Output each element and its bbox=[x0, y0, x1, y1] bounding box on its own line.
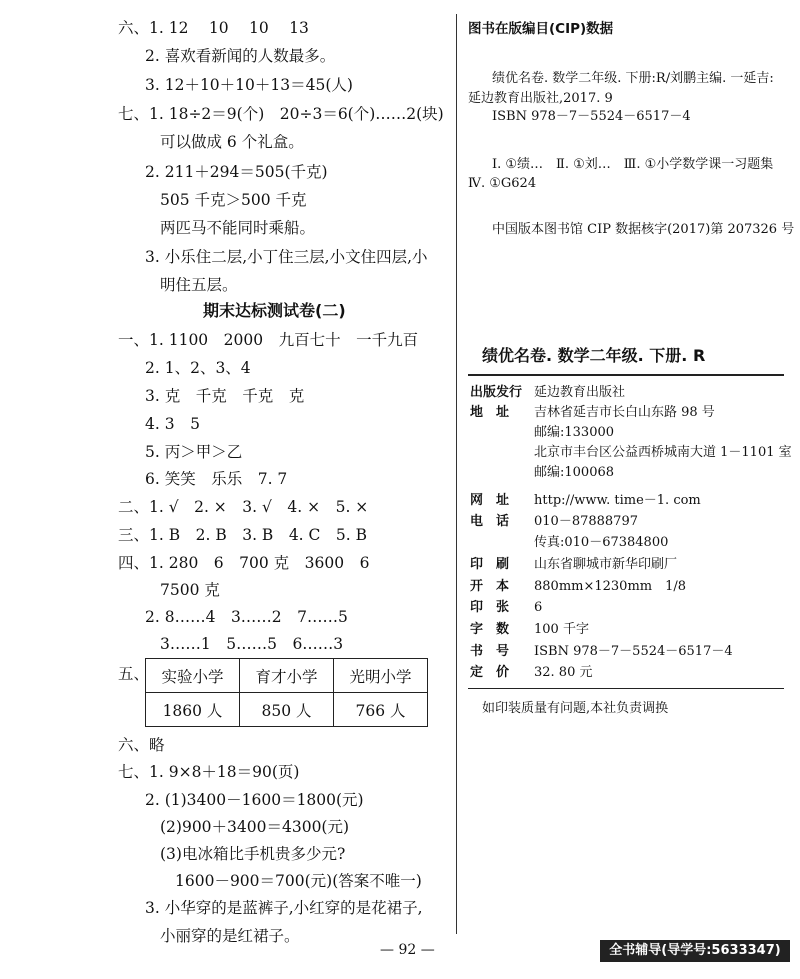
info-row: 北京市丰台区公益西桥城南大道 1－1101 室 bbox=[534, 445, 792, 460]
info-label: 印 张 bbox=[470, 600, 510, 615]
answer-line: (3)电冰箱比手机贵多少元? bbox=[160, 845, 346, 863]
answer-line: 2. 211＋294＝505(千克) bbox=[145, 163, 328, 181]
answer-line: 3……1 5……5 6……3 bbox=[160, 635, 344, 653]
info-row bbox=[470, 643, 733, 661]
info-row bbox=[470, 621, 589, 639]
answer-line: 六、略 bbox=[118, 736, 165, 754]
table-header: 光明小学 bbox=[334, 659, 428, 693]
cip-title: 图书在版编目(CIP)数据 bbox=[468, 21, 614, 37]
answer-line: 1600－900＝700(元)(答案不唯一) bbox=[175, 872, 422, 890]
info-label: 网 址 bbox=[470, 493, 510, 508]
answer-line: 3. 小华穿的是蓝裤子,小红穿的是花裙子, bbox=[145, 899, 423, 917]
answer-line: 七、1. 18÷2＝9(个) 20÷3＝6(个)……2(块) bbox=[118, 105, 444, 123]
info-value: 880mm×1230mm 1/8 bbox=[534, 579, 687, 594]
cip-line: ISBN 978－7－5524－6517－4 bbox=[492, 109, 691, 124]
answer-line: 4. 3 5 bbox=[145, 415, 200, 433]
answer-line: 5. 丙＞甲＞乙 bbox=[145, 443, 243, 461]
page-number: — 92 — bbox=[380, 942, 435, 958]
info-value: 山东省聊城市新华印刷厂 bbox=[534, 557, 678, 572]
answer-line: 明住五层。 bbox=[160, 276, 238, 294]
section-title: 期末达标测试卷(二) bbox=[203, 301, 346, 320]
info-value: http://www. time－1. com bbox=[534, 493, 701, 508]
column-divider bbox=[456, 14, 457, 934]
answer-line: 小丽穿的是红裙子。 bbox=[160, 927, 300, 945]
table-cell: 766 人 bbox=[334, 693, 428, 727]
answer-line: 2. 1、2、3、4 bbox=[145, 359, 251, 377]
table-cell: 1860 人 bbox=[146, 693, 240, 727]
answer-line: 2. 8……4 3……2 7……5 bbox=[145, 608, 348, 626]
info-row bbox=[470, 599, 542, 617]
answer-line: 6. 笑笑 乐乐 7. 7 bbox=[145, 470, 288, 488]
guide-badge: 全书辅导(导学号:5633347) bbox=[600, 940, 790, 962]
info-row: 邮编:133000 bbox=[534, 425, 615, 440]
quality-note: 如印装质量有问题,本社负责调换 bbox=[482, 701, 669, 716]
cip-line: Ⅳ. ①G624 bbox=[468, 176, 537, 191]
cip-line: 绩优名卷. 数学二年级. 下册:R/刘鹏主编. 一延吉: bbox=[492, 71, 774, 86]
table-header: 实验小学 bbox=[146, 659, 240, 693]
info-row bbox=[470, 404, 715, 422]
answer-line: 一、1. 1100 2000 九百七十 一千九百 bbox=[118, 331, 419, 349]
book-title: 绩优名卷. 数学二年级. 下册. R bbox=[482, 346, 706, 365]
info-label: 书 号 bbox=[470, 644, 510, 659]
answer-line: 2. 喜欢看新闻的人数最多。 bbox=[145, 47, 336, 65]
info-value: 吉林省延吉市长白山东路 98 号 bbox=[534, 405, 715, 420]
table-header: 育才小学 bbox=[240, 659, 334, 693]
info-row bbox=[470, 664, 592, 682]
cip-line: 延边教育出版社,2017. 9 bbox=[468, 91, 613, 106]
answer-line: 7500 克 bbox=[160, 581, 220, 599]
info-label: 电 话 bbox=[470, 514, 510, 529]
answer-line: 3. 小乐住二层,小丁住三层,小文住四层,小 bbox=[145, 248, 428, 266]
answer-line: 七、1. 9×8＋18＝90(页) bbox=[118, 763, 300, 781]
answer-line: 505 千克＞500 千克 bbox=[160, 191, 307, 209]
answer-line: 五、 bbox=[118, 665, 150, 683]
answer-line: 可以做成 6 个礼盒。 bbox=[160, 133, 304, 151]
school-table bbox=[145, 658, 428, 727]
info-row bbox=[470, 513, 638, 531]
answer-line: 两匹马不能同时乘船。 bbox=[160, 219, 316, 237]
answer-line: (2)900＋3400＝4300(元) bbox=[160, 818, 350, 836]
info-label: 定 价 bbox=[470, 665, 510, 680]
cip-line: 中国版本图书馆 CIP 数据核字(2017)第 207326 号 bbox=[492, 222, 795, 237]
answer-line: 2. (1)3400－1600＝1800(元) bbox=[145, 791, 364, 809]
info-label: 字 数 bbox=[470, 622, 510, 637]
cip-line: Ⅰ. ①绩… Ⅱ. ①刘… Ⅲ. ①小学数学课一习题集 bbox=[492, 157, 774, 172]
info-row: 邮编:100068 bbox=[534, 465, 615, 480]
info-row bbox=[470, 556, 677, 574]
answer-line: 三、1. B 2. B 3. B 4. C 5. B bbox=[118, 526, 367, 544]
info-value: ISBN 978－7－5524－6517－4 bbox=[534, 644, 733, 659]
info-label: 地 址 bbox=[470, 405, 510, 420]
info-label: 印 刷 bbox=[470, 557, 510, 572]
answer-line: 四、1. 280 6 700 克 3600 6 bbox=[118, 554, 370, 572]
answer-line: 3. 12＋10＋10＋13＝45(人) bbox=[145, 76, 353, 94]
title-rule bbox=[468, 374, 784, 376]
info-row bbox=[470, 384, 625, 402]
info-value: 100 千字 bbox=[534, 622, 589, 637]
table-cell: 850 人 bbox=[240, 693, 334, 727]
info-value: 延边教育出版社 bbox=[534, 385, 626, 400]
info-value: 32. 80 元 bbox=[534, 665, 593, 680]
info-rule bbox=[468, 688, 784, 689]
answer-line: 3. 克 千克 千克 克 bbox=[145, 387, 305, 405]
info-value: 6 bbox=[534, 600, 543, 615]
info-value: 010－87888797 bbox=[534, 514, 638, 529]
info-label: 开 本 bbox=[470, 579, 510, 594]
answer-line: 六、1. 12 10 10 13 bbox=[118, 19, 309, 37]
answer-line: 二、1. √ 2. × 3. √ 4. × 5. × bbox=[118, 498, 369, 516]
info-row: 传真:010－67384800 bbox=[534, 535, 669, 550]
info-row bbox=[470, 492, 701, 510]
info-label: 出版发行 bbox=[470, 385, 523, 400]
info-row bbox=[470, 578, 686, 596]
